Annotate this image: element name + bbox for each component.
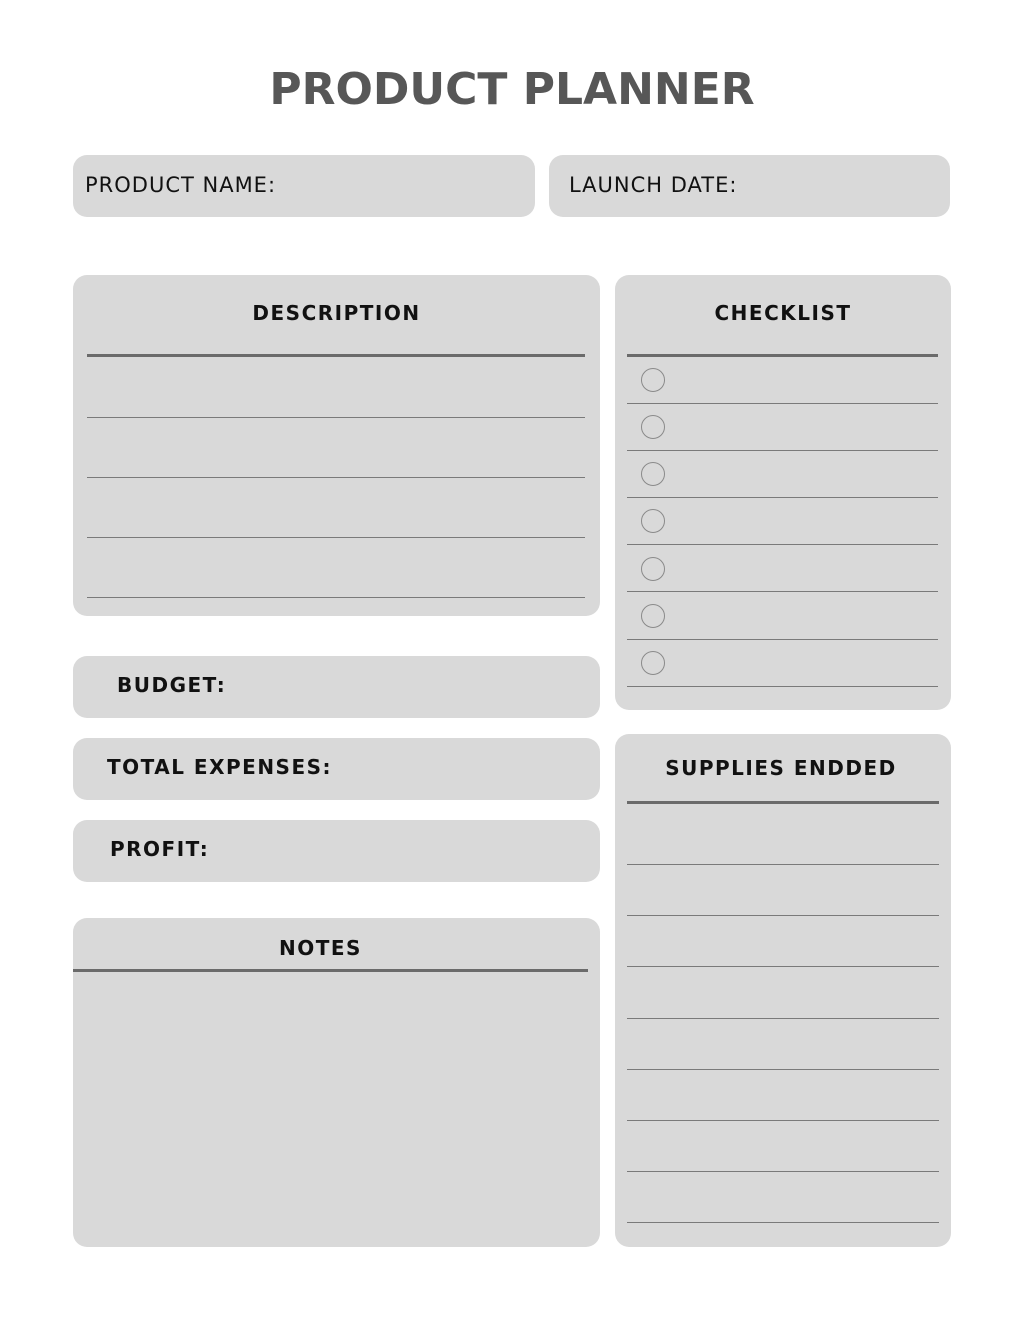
description-heading: DESCRIPTION: [252, 301, 421, 325]
description-section: [73, 275, 600, 616]
checklist-line: [627, 450, 938, 451]
checklist-line: [627, 639, 938, 640]
total-expenses-label: TOTAL EXPENSES:: [107, 755, 333, 779]
notes-header-rule: [73, 969, 588, 972]
description-line[interactable]: [87, 417, 585, 418]
supplies-line[interactable]: [627, 1171, 939, 1172]
checklist-checkbox[interactable]: [641, 509, 665, 533]
checklist-checkbox[interactable]: [641, 651, 665, 675]
checklist-line: [627, 591, 938, 592]
checklist-header-rule: [627, 354, 938, 357]
supplies-header-rule: [627, 801, 939, 804]
supplies-line[interactable]: [627, 864, 939, 865]
total-expenses-field[interactable]: [73, 738, 600, 800]
budget-label: BUDGET:: [117, 673, 227, 697]
launch-date-label: LAUNCH DATE:: [569, 173, 738, 197]
checklist-checkbox[interactable]: [641, 368, 665, 392]
checklist-line: [627, 497, 938, 498]
checklist-checkbox[interactable]: [641, 604, 665, 628]
supplies-line[interactable]: [627, 966, 939, 967]
supplies-line[interactable]: [627, 1120, 939, 1121]
description-line[interactable]: [87, 537, 585, 538]
checklist-checkbox[interactable]: [641, 462, 665, 486]
product-name-field[interactable]: [73, 155, 535, 217]
profit-label: PROFIT:: [110, 837, 210, 861]
supplies-heading: SUPPLIES ENDDED: [665, 756, 897, 780]
page-title: PRODUCT PLANNER: [269, 64, 755, 115]
supplies-line[interactable]: [627, 915, 939, 916]
checklist-checkbox[interactable]: [641, 557, 665, 581]
notes-heading: NOTES: [279, 936, 362, 960]
description-line[interactable]: [87, 477, 585, 478]
checklist-heading: CHECKLIST: [714, 301, 852, 325]
launch-date-field[interactable]: [549, 155, 950, 217]
description-line[interactable]: [87, 597, 585, 598]
description-header-rule: [87, 354, 585, 357]
supplies-section: [615, 734, 951, 1247]
notes-section[interactable]: [73, 918, 600, 1247]
checklist-line: [627, 544, 938, 545]
product-name-label: PRODUCT NAME:: [85, 173, 277, 197]
supplies-line[interactable]: [627, 1069, 939, 1070]
supplies-line[interactable]: [627, 1222, 939, 1223]
checklist-section: [615, 275, 951, 710]
profit-field[interactable]: [73, 820, 600, 882]
checklist-checkbox[interactable]: [641, 415, 665, 439]
checklist-line: [627, 403, 938, 404]
checklist-line: [627, 686, 938, 687]
supplies-line[interactable]: [627, 1018, 939, 1019]
budget-field[interactable]: [73, 656, 600, 718]
